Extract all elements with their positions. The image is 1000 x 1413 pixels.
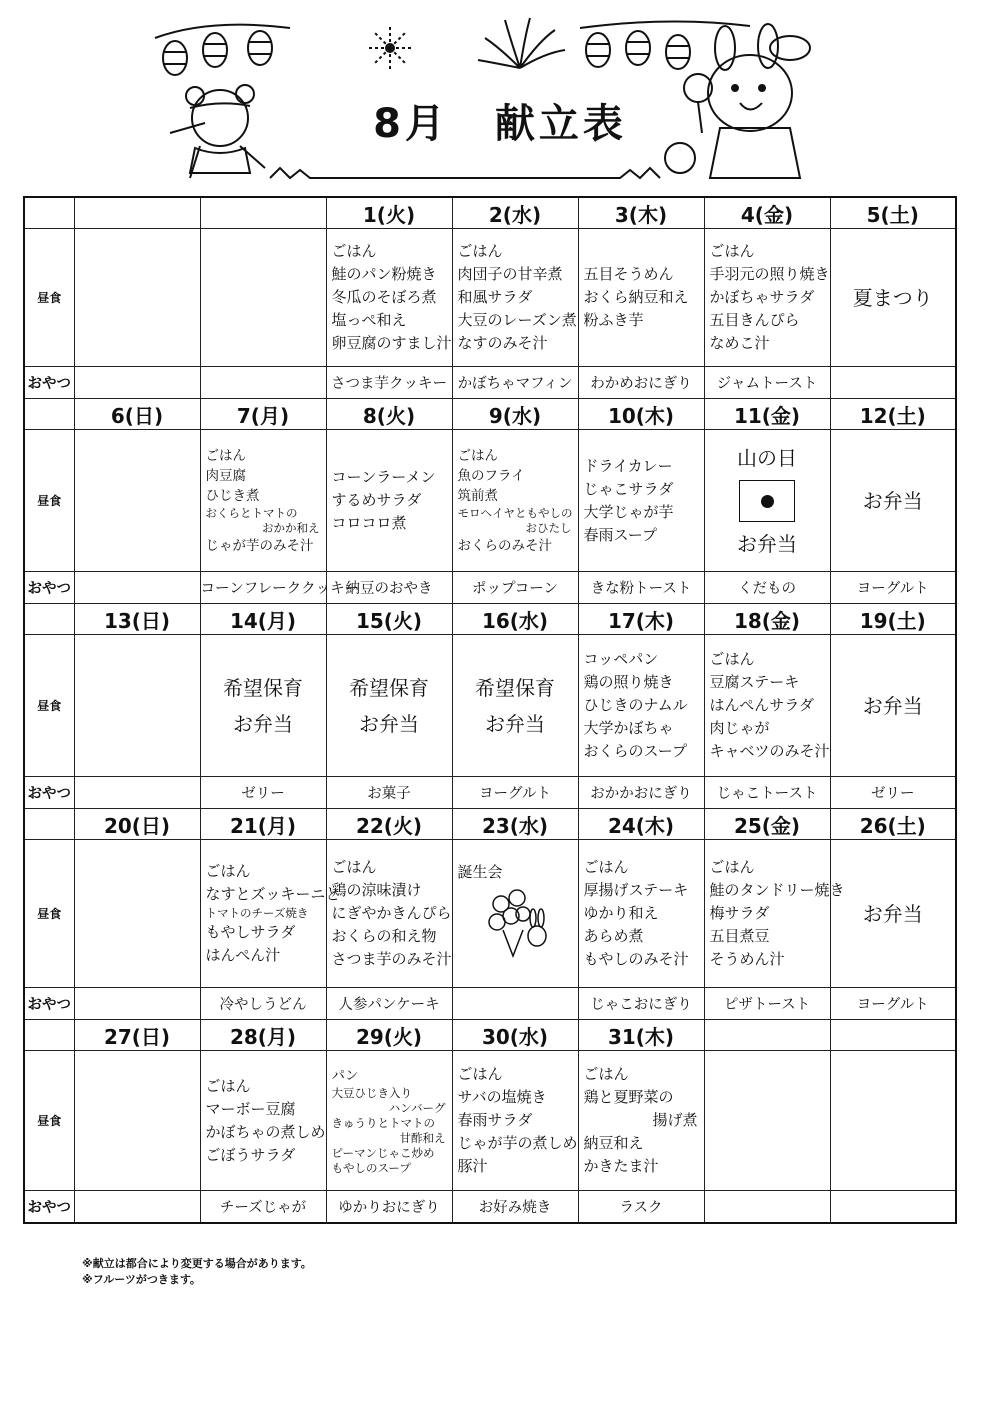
page-title: [0, 92, 1000, 149]
date-row: [24, 399, 956, 430]
snack-cell: [74, 572, 200, 604]
menu-item: お弁当: [862, 693, 923, 718]
menu-item: コロコロ煮: [331, 514, 407, 532]
menu-item: 梅サラダ: [709, 904, 770, 922]
snack-cell: [704, 1191, 830, 1224]
lunch-cell: [830, 840, 956, 988]
menu-item: 肉じゃが: [709, 719, 770, 737]
snack-cell: ピザトースト: [704, 988, 830, 1020]
lunch-label: 昼食: [24, 229, 74, 367]
menu-item: 厚揚げステーキ: [583, 881, 689, 899]
date-cell: 27(日): [74, 1020, 200, 1051]
menu-item: お弁当: [862, 901, 923, 926]
snack-cell: [452, 988, 578, 1020]
label-cell-empty: [24, 197, 74, 229]
date-cell: 23(水): [452, 809, 578, 840]
menu-item: コーンラーメン: [331, 468, 436, 486]
menu-item: 希望保育: [475, 675, 555, 700]
lunch-cell: [830, 1051, 956, 1191]
lunch-cell: [704, 635, 830, 777]
lunch-cell: [578, 635, 704, 777]
lunch-cell: [74, 1051, 200, 1191]
menu-item: ごはん: [331, 858, 377, 876]
snack-cell: ヨーグルト: [830, 988, 956, 1020]
date-cell: 30(水): [452, 1020, 578, 1051]
menu-item: お弁当: [233, 711, 293, 736]
date-cell: 5(土): [830, 197, 956, 229]
title-month: 8月: [373, 101, 449, 147]
menu-item: キャベツのみそ汁: [709, 742, 830, 760]
lunch-cell: [74, 840, 200, 988]
menu-item: お弁当: [485, 711, 545, 736]
menu-item: 山の日: [737, 445, 797, 470]
snack-cell: ラスク: [578, 1191, 704, 1224]
lunch-cell: [578, 229, 704, 367]
menu-item: おかか和え: [262, 520, 320, 535]
snack-row: [24, 988, 956, 1020]
date-cell: 16(水): [452, 604, 578, 635]
date-row: [24, 1020, 956, 1051]
date-cell: 7(月): [200, 399, 326, 430]
lunch-row: [24, 1051, 956, 1191]
menu-item: なすとズッキーニと: [205, 885, 341, 903]
menu-item: ごはん: [709, 650, 755, 668]
menu-item: モロヘイヤともやしの: [457, 505, 573, 520]
snack-cell: チーズじゃが: [200, 1191, 326, 1224]
snack-cell: [74, 988, 200, 1020]
menu-item: じゃが芋の煮しめ: [457, 1134, 578, 1152]
sunflower-bouquet-icon: [483, 886, 553, 966]
japan-flag-icon: [739, 480, 795, 522]
date-cell: 3(木): [578, 197, 704, 229]
date-cell: 19(土): [830, 604, 956, 635]
snack-cell: [74, 367, 200, 399]
menu-item: 手羽元の照り焼き: [709, 265, 830, 283]
snack-cell: コーンフレーククッキー: [200, 572, 326, 604]
lunch-cell: [830, 635, 956, 777]
menu-item: かきたま汁: [583, 1157, 659, 1175]
menu-item: 五目きんぴら: [709, 311, 800, 329]
date-cell: 1(火): [326, 197, 452, 229]
date-cell: 4(金): [704, 197, 830, 229]
lunch-cell: [74, 635, 200, 777]
menu-item: はんぺんサラダ: [709, 696, 815, 714]
lunch-cell: [74, 430, 200, 572]
lunch-cell: [200, 229, 326, 367]
menu-item: かぼちゃサラダ: [709, 288, 815, 306]
date-cell: 2(水): [452, 197, 578, 229]
menu-item: なすのみそ汁: [457, 334, 548, 352]
lunch-cell: [200, 430, 326, 572]
menu-item: 五目煮豆: [709, 927, 770, 945]
date-cell: 13(日): [74, 604, 200, 635]
menu-item: 肉豆腐: [205, 467, 246, 484]
lunch-cell: [578, 1051, 704, 1191]
menu-item: ひじき煮: [205, 487, 260, 504]
label-cell-empty: [24, 604, 74, 635]
snack-label: おやつ: [24, 777, 74, 809]
lantern-icon: [163, 31, 690, 75]
menu-item: さつま芋のみそ汁: [331, 950, 452, 968]
menu-table: [23, 196, 957, 1224]
menu-item: ごはん: [457, 447, 498, 464]
date-cell: 25(金): [704, 809, 830, 840]
menu-item: ごはん: [205, 447, 246, 464]
snack-row: [24, 367, 956, 399]
menu-item: はんぺん汁: [205, 946, 281, 964]
snack-label: おやつ: [24, 1191, 74, 1224]
menu-item: おくらの和え物: [331, 927, 437, 945]
menu-item: ごぼうサラダ: [205, 1145, 296, 1164]
menu-item: 塩っぺ和え: [331, 311, 407, 329]
label-cell-empty: [24, 809, 74, 840]
menu-item: もやしサラダ: [205, 923, 296, 941]
snack-cell: わかめおにぎり: [578, 367, 704, 399]
lunch-label: 昼食: [24, 635, 74, 777]
menu-item: 納豆和え: [583, 1134, 644, 1152]
snack-cell: [830, 367, 956, 399]
lunch-cell: [452, 229, 578, 367]
menu-item: 大豆ひじき入り: [331, 1085, 412, 1100]
lunch-row: [24, 229, 956, 367]
menu-item: 誕生会: [457, 863, 503, 881]
date-cell: [74, 197, 200, 229]
lunch-cell: [326, 840, 452, 988]
menu-item: ドライカレー: [583, 456, 673, 475]
menu-item: 夏まつり: [852, 285, 933, 310]
label-cell-empty: [24, 1020, 74, 1051]
date-cell: 15(火): [326, 604, 452, 635]
menu-item: 鮭のパン粉焼き: [331, 265, 437, 283]
lunch-cell: [452, 430, 578, 572]
menu-item: ごはん: [709, 858, 755, 876]
snack-cell: お菓子: [326, 777, 452, 809]
lunch-cell: [704, 229, 830, 367]
menu-item: ごはん: [583, 858, 629, 876]
date-cell: 11(金): [704, 399, 830, 430]
notes: [82, 1256, 312, 1288]
menu-item: 大学じゃが芋: [583, 502, 674, 521]
lunch-cell: [704, 840, 845, 988]
date-cell: 20(日): [74, 809, 200, 840]
snack-cell: じゃこおにぎり: [578, 988, 704, 1020]
menu-item: 卵豆腐のすまし汁: [331, 334, 452, 352]
menu-item: サバの塩焼き: [457, 1088, 547, 1106]
menu-item: 和風サラダ: [457, 288, 533, 306]
lunch-cell: [830, 430, 956, 572]
menu-item: トマトのチーズ焼き: [205, 906, 309, 920]
menu-item: おくら納豆和え: [583, 288, 689, 306]
lunch-cell: [578, 840, 704, 988]
menu-item: ごはん: [709, 242, 755, 260]
menu-item: 春雨スープ: [583, 525, 658, 544]
menu-item: あらめ煮: [583, 927, 644, 945]
menu-item: お弁当: [737, 531, 797, 556]
date-cell: 12(土): [830, 399, 956, 430]
menu-item: 鮭のタンドリー焼き: [709, 881, 845, 899]
menu-item: ごはん: [205, 1076, 251, 1095]
menu-item: じゃこサラダ: [583, 479, 674, 498]
date-row: [24, 809, 956, 840]
lunch-cell: [326, 229, 452, 367]
note-line: ※献立は都合により変更する場合があります。: [82, 1257, 312, 1270]
date-cell: 28(月): [200, 1020, 326, 1051]
lunch-label: 昼食: [24, 840, 74, 988]
snack-cell: 冷やしうどん: [200, 988, 326, 1020]
lunch-row: [24, 635, 956, 777]
snack-label: おやつ: [24, 988, 74, 1020]
lunch-cell: [200, 840, 341, 988]
date-cell: [200, 197, 326, 229]
menu-item: もやしのみそ汁: [583, 950, 689, 968]
menu-item: ごはん: [457, 242, 503, 260]
lunch-label: 昼食: [24, 430, 74, 572]
title-name: 献立表: [494, 101, 627, 147]
menu-item: きゅうりとトマトの: [331, 1115, 435, 1130]
snack-cell: 納豆のおやき: [326, 572, 452, 604]
menu-item: そうめん汁: [709, 950, 785, 968]
snack-cell: ゆかりおにぎり: [326, 1191, 452, 1224]
snack-cell: さつま芋クッキー: [326, 367, 452, 399]
menu-item: おくらとトマトの: [205, 505, 298, 520]
date-cell: [704, 1020, 830, 1051]
menu-item: ハンバーグ: [388, 1100, 446, 1115]
snack-cell: ゼリー: [830, 777, 956, 809]
lunch-cell: [830, 229, 956, 367]
menu-item: 鶏の照り焼き: [583, 673, 674, 691]
lunch-cell: [326, 430, 452, 572]
lunch-cell: [452, 1051, 578, 1191]
lunch-cell: [452, 840, 578, 988]
menu-item: にぎやかきんぴら: [331, 904, 452, 922]
date-cell: [830, 1020, 956, 1051]
date-cell: 17(木): [578, 604, 704, 635]
snack-label: おやつ: [24, 572, 74, 604]
flag-sun: [761, 495, 774, 508]
snack-cell: ゼリー: [200, 777, 326, 809]
menu-item: ゆかり和え: [583, 904, 659, 922]
date-cell: 21(月): [200, 809, 326, 840]
menu-item: 粉ふき芋: [583, 311, 644, 329]
snack-cell: くだもの: [704, 572, 830, 604]
lunch-cell: [200, 1051, 326, 1191]
date-cell: 8(火): [326, 399, 452, 430]
menu-item: するめサラダ: [331, 491, 422, 509]
menu-item: おくらのスープ: [583, 742, 688, 760]
snack-cell: [830, 1191, 956, 1224]
lunch-cell: [452, 635, 578, 777]
menu-item: 甘酢和え: [399, 1130, 446, 1145]
snack-cell: ポップコーン: [452, 572, 578, 604]
snack-label: おやつ: [24, 367, 74, 399]
menu-item: 揚げ煮: [652, 1111, 698, 1129]
date-cell: 14(月): [200, 604, 326, 635]
menu-item: 鶏と夏野菜の: [583, 1088, 674, 1106]
date-cell: 9(水): [452, 399, 578, 430]
menu-item: なめこ汁: [709, 334, 770, 352]
date-cell: 10(木): [578, 399, 704, 430]
lunch-cell: [326, 1051, 452, 1191]
lunch-row: [24, 430, 956, 572]
lunch-label: 昼食: [24, 1051, 74, 1191]
menu-item: コッペパン: [583, 650, 659, 668]
menu-item: 大学かぼちゃ: [583, 719, 674, 737]
lunch-cell: [74, 229, 200, 367]
menu-item: お弁当: [359, 711, 419, 736]
menu-item: 春雨サラダ: [457, 1111, 533, 1129]
snack-cell: おかかおにぎり: [578, 777, 704, 809]
menu-item: かぼちゃの煮しめ: [205, 1122, 326, 1141]
menu-item: パン: [331, 1067, 359, 1084]
lunch-cell: [326, 635, 452, 777]
menu-item: 希望保育: [349, 675, 429, 700]
date-cell: 26(土): [830, 809, 956, 840]
snack-cell: きな粉トースト: [578, 572, 704, 604]
snack-row: [24, 777, 956, 809]
date-cell: 24(木): [578, 809, 704, 840]
snack-row: [24, 572, 956, 604]
menu-item: 五目そうめん: [583, 265, 674, 283]
fireworks-icon: [368, 18, 565, 70]
menu-item: 鶏の涼味漬け: [331, 881, 422, 899]
snack-cell: [74, 777, 200, 809]
label-cell-empty: [24, 399, 74, 430]
snack-cell: ヨーグルト: [452, 777, 578, 809]
lunch-cell: [200, 635, 326, 777]
snack-cell: ヨーグルト: [830, 572, 956, 604]
date-cell: 29(火): [326, 1020, 452, 1051]
menu-item: ひじきのナムル: [583, 696, 688, 714]
menu-item: 希望保育: [223, 675, 303, 700]
snack-cell: ジャムトースト: [704, 367, 830, 399]
date-cell: 18(金): [704, 604, 830, 635]
lunch-cell: [704, 430, 830, 572]
menu-item: 豆腐ステーキ: [709, 673, 800, 691]
date-cell: 6(日): [74, 399, 200, 430]
note-line: ※フルーツがつきます。: [82, 1273, 201, 1286]
menu-item: ごはん: [457, 1065, 503, 1083]
menu-item: じゃが芋のみそ汁: [205, 537, 314, 554]
lunch-cell: [704, 1051, 830, 1191]
date-cell: 22(火): [326, 809, 452, 840]
menu-item: 大豆のレーズン煮: [457, 311, 577, 329]
snack-cell: 人参パンケーキ: [326, 988, 452, 1020]
snack-row: [24, 1191, 956, 1224]
menu-item: ごはん: [583, 1065, 629, 1083]
snack-cell: [200, 367, 326, 399]
menu-item: 冬瓜のそぼろ煮: [331, 288, 437, 306]
menu-item: ごはん: [331, 242, 377, 260]
date-row: [24, 604, 956, 635]
menu-item: おひたし: [525, 520, 572, 535]
menu-item: 肉団子の甘辛煮: [457, 265, 563, 283]
menu-item: お弁当: [862, 488, 923, 513]
menu-item: おくらのみそ汁: [457, 537, 552, 554]
snack-cell: [74, 1191, 200, 1224]
menu-item: 豚汁: [457, 1157, 488, 1175]
menu-item: もやしのスープ: [331, 1160, 411, 1175]
menu-item: マーボー豆腐: [205, 1099, 296, 1118]
lunch-cell: [578, 430, 704, 572]
lunch-row: [24, 840, 956, 988]
menu-item: ごはん: [205, 862, 251, 880]
menu-item: 筑前煮: [457, 487, 498, 504]
snack-cell: じゃこトースト: [704, 777, 830, 809]
snack-cell: お好み焼き: [452, 1191, 578, 1224]
date-cell: 31(木): [578, 1020, 704, 1051]
menu-item: ピーマンじゃこ炒め: [331, 1145, 435, 1160]
date-row: [24, 197, 956, 229]
snack-cell: かぼちゃマフィン: [452, 367, 578, 399]
menu-item: 魚のフライ: [457, 467, 525, 484]
